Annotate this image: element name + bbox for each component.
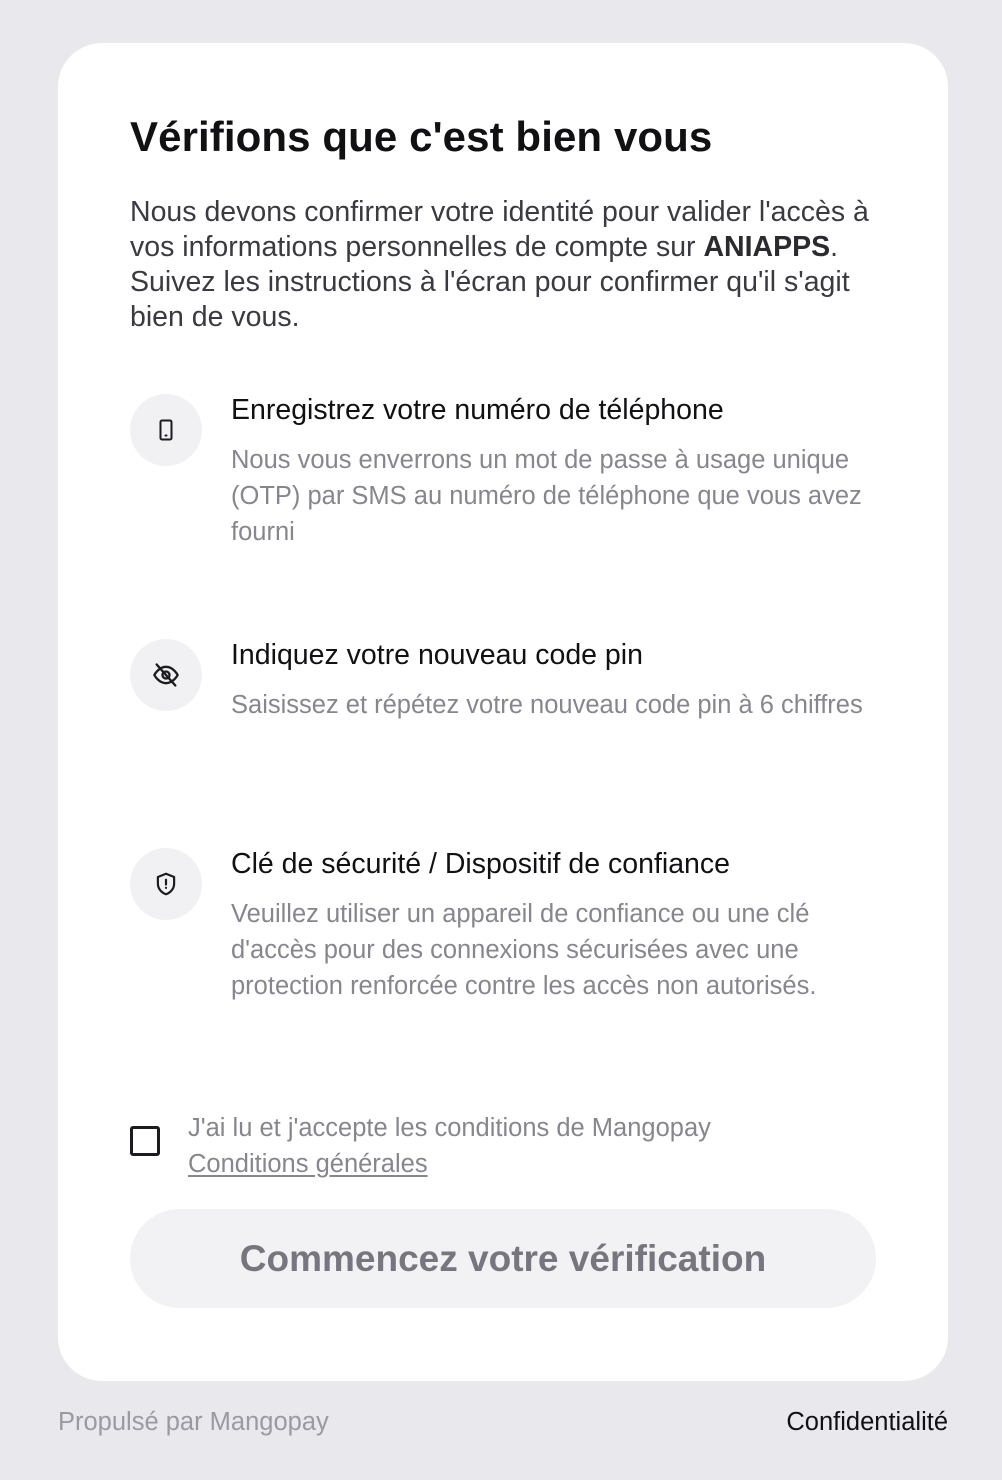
intro-text <box>130 195 890 335</box>
powered-by-text: Propulsé par Mangopay <box>58 1408 329 1436</box>
step-title: Clé de sécurité / Dispositif de confiance <box>231 848 731 880</box>
brand-name: ANIAPPS <box>703 231 831 263</box>
step-description: Saisissez et répétez votre nouveau code pin à 6 chiffres <box>231 691 863 719</box>
intro-text-end: . Suivez les instructions à l'écran pour confirmer qu'il s'agit bien de vous. <box>130 231 850 333</box>
step-title: Indiquez votre nouveau code pin <box>231 639 643 671</box>
phone-icon <box>130 394 202 466</box>
terms-checkbox[interactable] <box>130 1126 160 1156</box>
terms-consent <box>130 1110 890 1182</box>
page-title: Vérifions que c'est bien vous <box>130 113 713 160</box>
step-title: Enregistrez votre numéro de téléphone <box>231 394 724 426</box>
eye-off-icon <box>130 639 202 711</box>
intro-text-start: Nous devons confirmer votre identité pour valider l'accès à vos informations personnelles de compte sur <box>130 196 869 263</box>
terms-consent-label: J'ai lu et j'accepte les conditions de Mangopay <box>188 1114 711 1142</box>
start-verification-button[interactable]: Commencez votre vérification <box>130 1209 876 1308</box>
step-description: Nous vous enverrons un mot de passe à usage unique (OTP) par SMS au numéro de téléphone que vous avez fourni <box>231 446 862 546</box>
shield-icon <box>130 848 202 920</box>
terms-link[interactable]: Conditions générales <box>188 1150 428 1178</box>
step-description: Veuillez utiliser un appareil de confiance ou une clé d'accès pour des connexions sécurisées avec une protection renforcée contre les accès non autorisés. <box>231 900 817 1000</box>
verification-card <box>58 43 948 1381</box>
privacy-link[interactable]: Confidentialité <box>786 1408 948 1436</box>
